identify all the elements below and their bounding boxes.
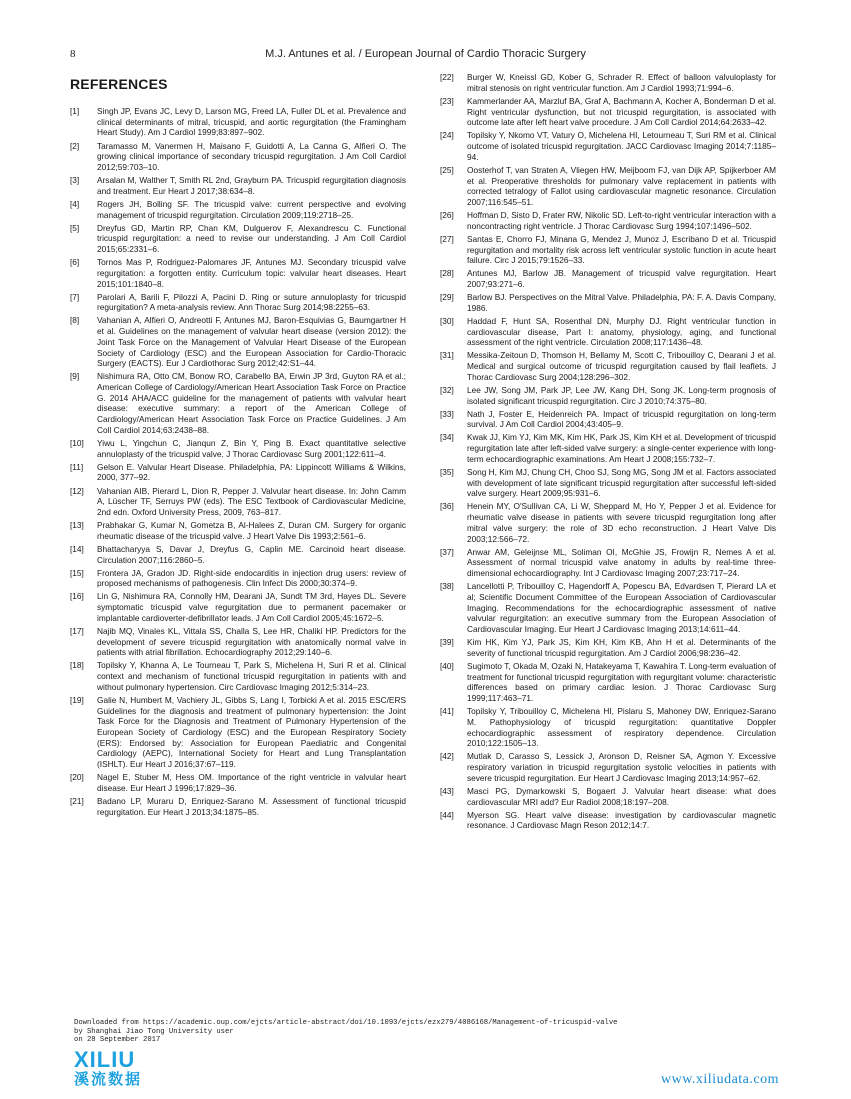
reference-text: Galie N, Humbert M, Vachiery JL, Gibbs S, Lang I, Torbicki A et al. 2015 ESC/ERS Guidelines for the diagnosis and treatment of pulmonary hypertension: the Joint Task Force for the Diagnosis and Treatment of Pulmonary Hypertension of the European Society of Cardiology (ESC) and the European Respiratory Society (ERS): Endorsed by: Association for European Paediatric and Congenital Cardiology (AEPC), International Society for Heart and Lung Transplantation (ISHLT). Eur Heart J 2016;37:67–119. <box>97 694 406 770</box>
reference-number: [3] <box>70 175 80 185</box>
reference-number: [5] <box>70 222 80 233</box>
reference-entry <box>70 438 406 459</box>
reference-text: Vahanian A, Alfieri O, Andreotti F, Antunes MJ, Baron-Esquivias G, Baumgartner H et al. Guidelines on the management of valvular heart disease (version 2012): the Joint Task Force on the Management of Valvular Heart Disease of the European Society of Cardiology (ESC) and the European Association for Cardio-Thoracic Surgery (EACTS). Eur J Cardiothorac Surg 2012;42:S1–44. <box>97 315 406 369</box>
reference-text: Kwak JJ, Kim YJ, Kim MK, Kim HK, Park JS, Kim KH et al. Development of tricuspid regurgitation late after left-sided valve surgery: a single-center experience with long-term echocardiographic examinations. Am Heart J 2008;155:732–7. <box>467 432 776 464</box>
reference-entry <box>440 810 776 831</box>
reference-number: [22] <box>440 72 454 82</box>
reference-number: [18] <box>70 660 84 671</box>
reference-entry <box>440 409 776 430</box>
reference-entry <box>440 547 776 579</box>
reference-number: [20] <box>70 772 84 783</box>
reference-number: [40] <box>440 660 454 671</box>
reference-number: [9] <box>70 371 80 382</box>
reference-text: Gelson E. Valvular Heart Disease. Philadelphia, PA: Lippincott Williams & Wilkins, 2000, 377–92. <box>97 461 406 483</box>
reference-entry <box>70 772 406 793</box>
reference-text: Bhattacharyya S, Davar J, Dreyfus G, Caplin ME. Carcinoid heart disease. Circulation 2007;116:2860–5. <box>97 543 406 565</box>
reference-text: Myerson SG. Heart valve disease: investigation by cardiovascular magnetic resonance. J Cardiovasc Magn Reson 2012;14:7. <box>467 809 776 831</box>
download-notice <box>74 1019 617 1045</box>
reference-entry <box>70 544 406 565</box>
reference-text: Kammerlander AA, Marzluf BA, Graf A, Bachmann A, Kocher A, Bonderman D et al. Right ventricular dysfunction, but not tricuspid regurgitation, is associated with outcome late after left heart valve procedure. J Am Coll Cardiol 2014;64:2633–42. <box>467 95 776 128</box>
site-url-link[interactable]: www.xiliudata.com <box>660 1072 779 1087</box>
reference-number: [33] <box>440 408 454 419</box>
reference-number: [38] <box>440 581 454 592</box>
reference-number: [34] <box>440 432 454 443</box>
reference-text: Frontera JA, Gradon JD. Right-side endocarditis in injection drug users: review of proposed mechanisms of pathogenesis. Clin Infect Dis 2000;30:374–9. <box>97 567 406 589</box>
reference-entry <box>440 292 776 313</box>
reference-text: Sugimoto T, Okada M, Ozaki N, Hatakeyama T, Kawahira T. Long-term evaluation of treatment for functional tricuspid regurgitation with regurgitant volume: characteristic differences based on primary cardiac lesion. J Thorac Cardiovasc Surg 1999;117:463–71. <box>467 660 776 703</box>
reference-entry <box>70 141 406 173</box>
download-line-1[interactable]: Downloaded from https://academic.oup.com/ejcts/article-abstract/doi/10.1093/ejcts/ezx279/4086168/Management-of-tricuspid-valve <box>74 1019 618 1027</box>
reference-entry <box>70 199 406 220</box>
reference-entry <box>70 568 406 589</box>
reference-text: Prabhakar G, Kumar N, Gometza B, Al-Halees Z, Duran CM. Surgery for organic rheumatic disease of the tricuspid valve. J Heart Valve Dis 1993;2:561–6. <box>97 520 406 541</box>
reference-text: Lee JW, Song JM, Park JP, Lee JW, Kang DH, Song JK. Long-term prognosis of isolated significant tricuspid regurgitation. Circ J 2010;74:375–80. <box>467 384 776 406</box>
reference-entry <box>70 462 406 483</box>
reference-number: [41] <box>440 706 454 717</box>
reference-number: [39] <box>440 637 454 648</box>
reference-entry <box>440 210 776 231</box>
reference-text: Badano LP, Muraru D, Enriquez-Sarano M. Assessment of functional tricuspid regurgitation. Eur Heart J 2013;34:1875–85. <box>97 796 406 817</box>
reference-entry <box>70 591 406 623</box>
reference-number: [17] <box>70 625 84 636</box>
reference-text: Nishimura RA, Otto CM, Bonow RO, Carabello BA, Erwin JP 3rd, Guyton RA et al.; American College of Cardiology/American Heart Association Task Force on Practice G. 2014 AHA/ACC guideline for the management of patients with valvular heart disease: executive summary: a report of the American College of Cardiology/American Heart Association Task Force on Practice Guidelines. J Am Coll Cardiol 2014;63:2438–88. <box>97 371 406 435</box>
reference-text: Kim HK, Kim YJ, Park JS, Kim KH, Kim KB, Ahn H et al. Determinants of the severity of functional tricuspid regurgitation. Am J Cardiol 2006;98:236–42. <box>467 637 776 658</box>
reference-number: [35] <box>440 466 454 477</box>
reference-entry <box>70 223 406 255</box>
reference-text: Topilsky Y, Nkomo VT, Vatury O, Michelena HI, Letourneau T, Suri RM et al. Clinical outcome of isolated tricuspid regurgitation. JACC Cardiovasc Imaging 2014;7:1185–94. <box>467 130 776 162</box>
reference-text: Nath J, Foster E, Heidenreich PA. Impact of tricuspid regurgitation on long-term survival. J Am Coll Cardiol 2004;43:405–9. <box>467 408 776 430</box>
reference-number: [1] <box>70 106 80 116</box>
reference-entry <box>440 467 776 499</box>
reference-entry <box>70 486 406 518</box>
reference-entry <box>70 175 406 196</box>
reference-text: Mutlak D, Carasso S, Lessick J, Aronson D, Reisner SA, Agmon Y. Excessive respiratory variation in tricuspid regurgitation systolic velocities in patients with severe tricuspid regurgitation. Eur Heart J Cardiovasc Imaging 2013;14:957–62. <box>467 751 776 783</box>
reference-text: Henein MY, O'Sullivan CA, Li W, Sheppard M, Ho Y, Pepper J et al. Evidence for rheumatic valve disease in patients with severe tricuspid regurgitation long after mitral valve surgery: the role of 3D echo reconstruction. J Heart Valve Dis 2003;12:566–72. <box>467 501 776 544</box>
reference-number: [30] <box>440 315 454 326</box>
reference-text: Hoffman D, Sisto D, Frater RW, Nikolic SD. Left-to-right ventricular interaction with a noncontracting right ventricle. J Thorac Cardiovasc Surg 1994;107:1496–502. <box>467 210 776 231</box>
reference-entry <box>440 72 776 93</box>
left-reference-column <box>70 106 406 820</box>
reference-entry <box>70 520 406 541</box>
reference-entry <box>440 316 776 348</box>
reference-number: [37] <box>440 546 454 557</box>
reference-text: Messika-Zeitoun D, Thomson H, Bellamy M, Scott C, Tribouilloy C, Dearani J et al. Medical and surgical outcome of tricuspid regurgitation caused by flail leaflets. J Thorac Cardiovasc Surg 2004;128:296–302. <box>467 350 776 382</box>
reference-text: Lancellotti P, Tribouilloy C, Hagendorff A, Popescu BA, Edvardsen T, Pierard LA et al; Scientific Document Committee of the European Association of Cardiovascular Imaging. Recommendations for the echocardiographic assessment of native valvular regurgitation: an executive summary from the European Association of Cardiovascular Imaging. Eur Heart J Cardiovasc Imaging 2013;14:611–44. <box>467 581 776 634</box>
reference-entry <box>70 660 406 692</box>
reference-text: Parolari A, Barili F, Pilozzi A, Pacini D. Ring or suture annuloplasty for tricuspid regurgitation? A meta-analysis review. Ann Thorac Surg 2014;98:2255–63. <box>97 291 406 313</box>
reference-text: Burger W, Kneissl GD, Kober G, Schrader R. Effect of balloon valvuloplasty for mitral stenosis on right ventricular function. Am J Cardiol 1993;71:994–6. <box>467 72 776 93</box>
reference-entry <box>70 796 406 817</box>
reference-text: Barlow BJ. Perspectives on the Mitral Valve. Philadelphia, PA: F. A. Davis Company, 1986. <box>467 292 776 313</box>
reference-number: [15] <box>70 567 84 578</box>
reference-number: [16] <box>70 591 84 602</box>
download-line-2: by Shanghai Jiao Tong University user <box>74 1027 234 1036</box>
reference-number: [4] <box>70 198 80 209</box>
reference-number: [43] <box>440 785 454 796</box>
reference-entry <box>440 501 776 544</box>
running-head: M.J. Antunes et al. / European Journal of Cardio Thoracic Surgery <box>265 48 586 60</box>
download-line-3: on 28 September 2017 <box>74 1036 161 1045</box>
reference-text: Arsalan M, Walther T, Smith RL 2nd, Grayburn PA. Tricuspid regurgitation diagnosis and treatment. Eur Heart J 2017;38:634–8. <box>97 175 406 196</box>
reference-number: [10] <box>70 437 84 448</box>
reference-entry <box>440 130 776 162</box>
reference-text: Najib MQ, Vinales KL, Vittala SS, Challa S, Lee HR, Chaliki HP. Predictors for the development of severe tricuspid regurgitation with anatomically normal valve in patients with atrial fibrillation. Echocardiography 2012;29:140–6. <box>97 625 406 658</box>
reference-number: [32] <box>440 384 454 395</box>
reference-text: Masci PG, Dymarkowski S, Bogaert J. Valvular heart disease: what does cardiovascular MRI add? Eur Radiol 2008;18:197–208. <box>467 785 776 807</box>
reference-number: [6] <box>70 257 80 268</box>
reference-number: [11] <box>70 461 84 472</box>
reference-number: [36] <box>440 501 454 512</box>
right-reference-column <box>440 72 776 833</box>
reference-entry <box>440 234 776 266</box>
reference-text: Nagel E, Stuber M, Hess OM. Importance of the right ventricle in valvular heart disease. Eur Heart J 1996;17:829–36. <box>97 772 406 793</box>
reference-text: Topilsky Y, Khanna A, Le Tourneau T, Park S, Michelena H, Suri R et al. Clinical context and mechanism of functional tricuspid regurgitation in patients with and without pulmonary hypertension. Circ Cardiovasc Imaging 2012;5:314–23. <box>97 660 406 692</box>
reference-number: [13] <box>70 520 84 530</box>
reference-entry <box>70 106 406 138</box>
reference-entry <box>70 315 406 369</box>
reference-entry <box>440 165 776 208</box>
reference-number: [42] <box>440 751 454 762</box>
reference-text: Dreyfus GD, Martin RP, Chan KM, Dulguerov F, Alexandrescu C. Functional tricuspid regurgitation: a need to revise our understanding. J Am Coll Cardiol 2015;65:2331–6. <box>97 222 406 254</box>
reference-text: Yiwu L, Yingchun C, Jianqun Z, Bin Y, Ping B. Exact quantitative selective annuloplasty of the tricuspid valve. J Thorac Cardiovasc Surg 2001;122:611–4. <box>97 437 406 459</box>
xiliu-logo <box>74 1049 174 1093</box>
reference-entry <box>440 581 776 635</box>
reference-number: [28] <box>440 268 454 279</box>
reference-text: Lin G, Nishimura RA, Connolly HM, Dearani JA, Sundt TM 3rd, Hayes DL. Severe symptomatic tricuspid valve regurgitation due to permanent pacemaker or implantable cardioverter-defibrillator leads. J Am Coll Cardiol 2005;45:1672–5. <box>97 591 406 623</box>
reference-entry <box>440 350 776 382</box>
reference-text: Antunes MJ, Barlow JB. Management of tricuspid valve regurgitation. Heart 2007;93:271–6. <box>467 268 776 289</box>
reference-text: Anwar AM, Geleijnse ML, Soliman OI, McGhie JS, Frowijn R, Nemes A et al. Assessment of normal tricuspid valve anatomy in adults by real-time three-dimensional echocardiography. Int J Cardiovasc Imaging 2007;23:717–24. <box>467 546 776 579</box>
reference-number: [8] <box>70 315 80 326</box>
reference-number: [14] <box>70 543 84 554</box>
reference-text: Haddad F, Hunt SA, Rosenthal DN, Murphy DJ. Right ventricular function in cardiovascular disease, Part I: anatomy, physiology, aging, and functional assessment of the right ventricle. Circulation 2008;117:1436–48. <box>467 315 776 348</box>
reference-number: [12] <box>70 485 84 496</box>
reference-number: [21] <box>70 796 84 806</box>
reference-entry <box>440 786 776 807</box>
reference-entry <box>440 637 776 658</box>
logo-latin-text: XILIU <box>74 1047 136 1072</box>
reference-entry <box>440 706 776 749</box>
reference-entry <box>440 661 776 704</box>
reference-text: Taramasso M, Vanermen H, Maisano F, Guidotti A, La Canna G, Alfieri O. The growing clinical importance of secondary tricuspid regurgitation. J Am Coll Cardiol 2012;59:703–10. <box>97 140 406 172</box>
references-heading: REFERENCES <box>70 76 168 92</box>
reference-number: [2] <box>70 140 80 151</box>
reference-text: Oosterhof T, van Straten A, Vliegen HW, Meijboom FJ, van Dijk AP, Spijkerboer AM et al. Preoperative thresholds for pulmonary valve replacement in patients with corrected tetralogy of Fallot using cardiovascular magnetic resonance. Circulation 2007;116:545–51. <box>467 164 776 207</box>
reference-entry <box>440 385 776 406</box>
reference-entry <box>70 626 406 658</box>
reference-text: Vahanian AIB, Pierard L, Dion R, Pepper J. Valvular heart disease. In: John Camm A, Lüscher TF, Serruys PW (eds). The ESC Textbook of Cardiovascular Medicine, 2nd edn. Oxford University Press, 2009, 763–817. <box>97 485 406 517</box>
reference-entry <box>440 268 776 289</box>
logo-cjk-text: 溪流数据 <box>74 1071 143 1088</box>
reference-entry <box>440 432 776 464</box>
reference-entry <box>70 257 406 289</box>
reference-text: Song H, Kim MJ, Chung CH, Choo SJ, Song MG, Song JM et al. Factors associated with development of late significant tricuspid regurgitation after successful left-sided valve surgery. Heart 2009;95:931–6. <box>467 466 776 499</box>
reference-number: [25] <box>440 164 454 175</box>
reference-entry <box>70 292 406 313</box>
reference-number: [23] <box>440 95 454 106</box>
reference-entry <box>440 96 776 128</box>
reference-number: [44] <box>440 809 454 820</box>
reference-text: Rogers JH, Bolling SF. The tricuspid valve: current perspective and evolving management of tricuspid regurgitation. Circulation 2009;119:2718–25. <box>97 198 406 220</box>
reference-text: Tornos Mas P, Rodriguez-Palomares JF, Antunes MJ. Secondary tricuspid valve regurgitation: a forgotten entity. Curriculum topic: valvular heart diseases. Heart 2015;101:1840–8. <box>97 257 406 289</box>
reference-number: [7] <box>70 291 80 302</box>
reference-text: Santas E, Chorro FJ, Minana G, Mendez J, Munoz J, Escribano D et al. Tricuspid regurgitation and mortality risk across left ventricular systolic function in acute heart failure. Circ J 2015;79:1526–33. <box>467 233 776 266</box>
reference-number: [19] <box>70 694 84 705</box>
page-number: 8 <box>70 48 76 60</box>
reference-text: Singh JP, Evans JC, Levy D, Larson MG, Freed LA, Fuller DL et al. Prevalence and clinical determinants of mitral, tricuspid, and aortic regurgitation (the Framingham Heart Study). Am J Cardiol 1999;83:897–902. <box>97 106 406 138</box>
reference-entry <box>70 695 406 770</box>
reference-text: Topilsky Y, Tribouilloy C, Michelena HI, Pislaru S, Mahoney DW, Enriquez-Sarano M. Pathophysiology of tricuspid regurgitation: quantitative Doppler echocardiographic assessment of respiratory dependence. Circulation 2010;122:1505–13. <box>467 706 776 749</box>
reference-number: [29] <box>440 292 454 303</box>
reference-number: [26] <box>440 210 454 220</box>
reference-number: [27] <box>440 233 454 244</box>
reference-entry <box>70 371 406 435</box>
reference-number: [31] <box>440 350 454 361</box>
reference-number: [24] <box>440 130 454 141</box>
reference-entry <box>440 751 776 783</box>
